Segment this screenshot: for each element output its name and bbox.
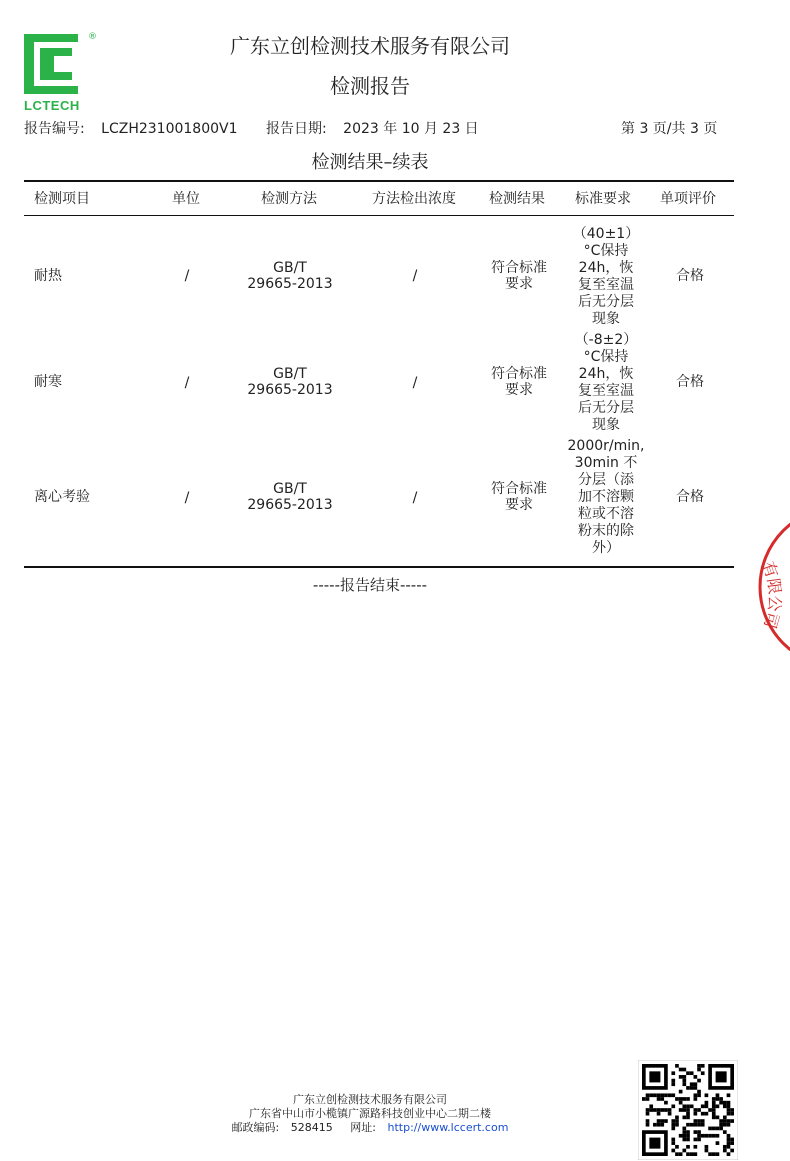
report-number-label: 报告编号:	[24, 121, 85, 137]
header-item: 检测项目	[34, 191, 90, 207]
table-header-rule	[24, 215, 734, 216]
cell-unit: /	[184, 490, 190, 506]
cell-detection-limit: /	[412, 375, 418, 391]
cell-item: 耐寒	[34, 374, 62, 390]
report-date	[266, 118, 479, 138]
company-seal-stamp	[700, 512, 790, 662]
requirement-line: 后无分层	[578, 400, 634, 416]
cell-requirement	[560, 438, 652, 557]
logo-text: LCTECH	[24, 98, 80, 113]
cell-detection-limit: /	[412, 268, 418, 284]
cell-item: 耐热	[34, 268, 62, 284]
requirement-line: °C保持	[583, 349, 629, 365]
cell-detection-limit: /	[412, 490, 418, 506]
method-line: 29665-2013	[247, 497, 333, 513]
cell-method	[240, 481, 340, 513]
cell-method	[240, 260, 340, 292]
requirement-line: 2000r/min,	[567, 438, 645, 454]
requirement-line: 24h，恢	[578, 366, 634, 382]
cell-unit: /	[184, 268, 190, 284]
postcode-value: 528415	[290, 1121, 333, 1134]
cell-evaluation: 合格	[676, 268, 704, 284]
page-info: 第 3 页/共 3 页	[621, 121, 718, 137]
footer-company: 广东立创检测技术服务有限公司	[293, 1093, 447, 1106]
table-bottom-rule	[24, 566, 734, 568]
requirement-line: （40±1）	[572, 226, 640, 242]
requirement-line: 24h，恢	[578, 260, 634, 276]
company-name: 广东立创检测技术服务有限公司	[230, 34, 510, 58]
cell-evaluation: 合格	[676, 489, 704, 505]
requirement-line: （-8±2）	[574, 332, 638, 348]
result-line: 要求	[505, 276, 533, 292]
qr-code[interactable]	[638, 1060, 738, 1160]
cell-method	[240, 366, 340, 398]
requirement-line: 30min 不	[574, 455, 638, 471]
header-requirement: 标准要求	[575, 191, 631, 207]
cell-result	[484, 260, 554, 292]
cell-requirement	[566, 226, 646, 328]
requirement-line: 分层（添	[578, 472, 634, 488]
section-title: 检测结果–续表	[311, 152, 429, 173]
cell-result	[484, 481, 554, 513]
requirement-line: °C保持	[583, 243, 629, 259]
method-line: GB/T	[273, 260, 307, 276]
requirement-line: 后无分层	[578, 294, 634, 310]
cell-item: 离心考验	[34, 489, 90, 505]
result-line: 符合标准	[491, 366, 547, 382]
requirement-line: 粒或不溶	[578, 506, 634, 522]
requirement-line: 粉末的除	[578, 523, 634, 539]
postcode-label: 邮政编码:	[231, 1121, 280, 1134]
report-end-mark: -----报告结束-----	[312, 576, 428, 594]
requirement-line: 现象	[592, 311, 620, 327]
requirement-line: 外）	[592, 540, 620, 556]
footer-contact	[0, 1119, 740, 1135]
requirement-line: 复至室温	[578, 383, 634, 399]
method-line: 29665-2013	[247, 276, 333, 292]
requirement-line: 加不溶颗	[578, 489, 634, 505]
result-line: 符合标准	[491, 260, 547, 276]
website-label: 网址:	[350, 1121, 376, 1134]
result-line: 符合标准	[491, 481, 547, 497]
header-result: 检测结果	[489, 191, 545, 207]
cell-unit: /	[184, 375, 190, 391]
result-line: 要求	[505, 382, 533, 398]
footer-address: 广东省中山市小榄镇广源路科技创业中心二期二楼	[249, 1107, 491, 1120]
registered-mark: ®	[88, 32, 97, 42]
header-detection-limit: 方法检出浓度	[372, 191, 456, 207]
table-top-rule	[24, 180, 734, 182]
cell-requirement	[566, 332, 646, 434]
cell-result	[484, 366, 554, 398]
report-number	[24, 118, 238, 138]
report-date-label: 报告日期:	[266, 121, 327, 137]
seal-text: 有限公司	[758, 558, 785, 631]
report-number-value: LCZH231001800V1	[101, 121, 238, 137]
requirement-line: 复至室温	[578, 277, 634, 293]
header-unit: 单位	[172, 191, 200, 207]
requirement-line: 现象	[592, 417, 620, 433]
header-evaluation: 单项评价	[660, 191, 716, 207]
method-line: 29665-2013	[247, 382, 333, 398]
result-line: 要求	[505, 497, 533, 513]
method-line: GB/T	[273, 366, 307, 382]
method-line: GB/T	[273, 481, 307, 497]
website-link[interactable]: http://www.lccert.com	[387, 1121, 509, 1134]
cell-evaluation: 合格	[676, 374, 704, 390]
header-method: 检测方法	[261, 191, 317, 207]
document-title: 检测报告	[330, 74, 410, 98]
report-date-value: 2023 年 10 月 23 日	[343, 121, 479, 137]
